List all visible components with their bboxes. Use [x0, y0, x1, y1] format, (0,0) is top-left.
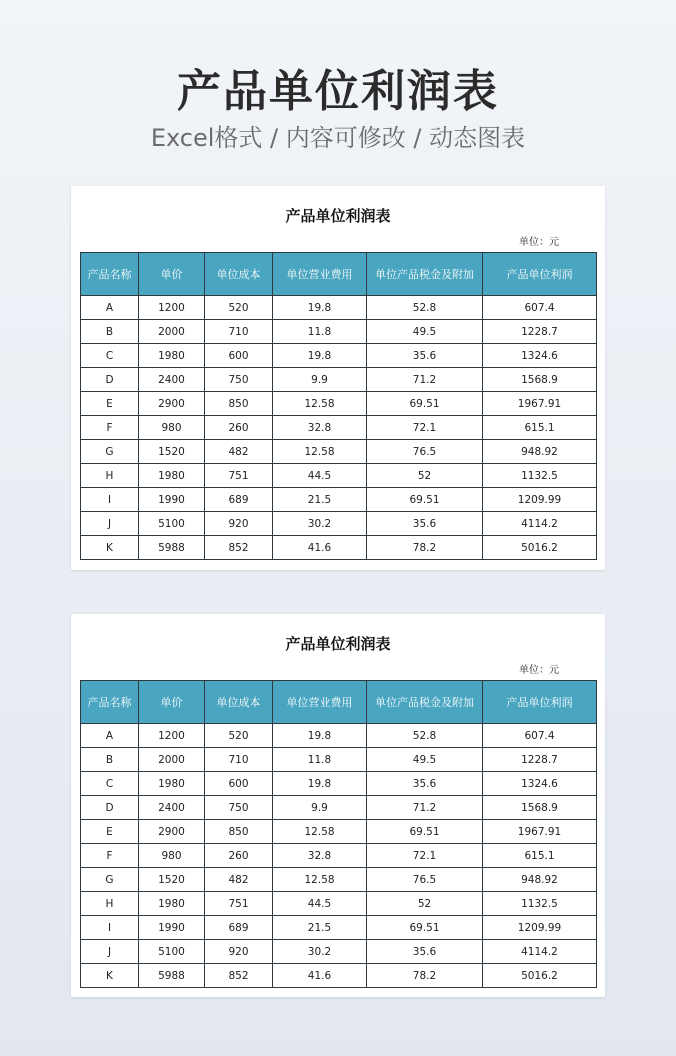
table-cell: 11.8 [273, 320, 367, 344]
table-cell: C [81, 772, 139, 796]
table-row [81, 916, 597, 940]
table-cell: 12.58 [273, 820, 367, 844]
profit-table [80, 252, 597, 560]
table-cell: 35.6 [367, 512, 483, 536]
table-row [81, 724, 597, 748]
column-header: 单位成本 [205, 681, 273, 724]
table-row [81, 772, 597, 796]
column-header: 单价 [139, 253, 205, 296]
table-cell: 520 [205, 724, 273, 748]
table-row [81, 940, 597, 964]
table-cell: 750 [205, 796, 273, 820]
table-row [81, 344, 597, 368]
table-cell: 615.1 [483, 844, 597, 868]
unit-label: 单位：元 [519, 665, 559, 676]
table-row [81, 964, 597, 988]
table-cell: 1967.91 [483, 820, 597, 844]
table-cell: 12.58 [273, 392, 367, 416]
table-cell: 1209.99 [483, 488, 597, 512]
table-cell: 1132.5 [483, 464, 597, 488]
table-cell: 2000 [139, 748, 205, 772]
table-cell: B [81, 320, 139, 344]
table-cell: 69.51 [367, 488, 483, 512]
table-row [81, 368, 597, 392]
table-cell: 980 [139, 844, 205, 868]
column-header: 单位营业费用 [273, 253, 367, 296]
table-cell: 4114.2 [483, 940, 597, 964]
table-cell: 19.8 [273, 772, 367, 796]
table-cell: 948.92 [483, 440, 597, 464]
table-cell: 11.8 [273, 748, 367, 772]
table-cell: 52.8 [367, 296, 483, 320]
table-cell: 2900 [139, 820, 205, 844]
table-cell: 5016.2 [483, 536, 597, 560]
table-cell: E [81, 820, 139, 844]
table-cell: 850 [205, 820, 273, 844]
table-cell: 1980 [139, 892, 205, 916]
table-cell: 1228.7 [483, 320, 597, 344]
table-cell: 850 [205, 392, 273, 416]
table-cell: 5100 [139, 940, 205, 964]
table-cell: 5988 [139, 536, 205, 560]
table-cell: 19.8 [273, 344, 367, 368]
table-cell: 52 [367, 892, 483, 916]
table-cell: 9.9 [273, 368, 367, 392]
table-cell: 1324.6 [483, 344, 597, 368]
table-cell: 1980 [139, 344, 205, 368]
table-cell: 21.5 [273, 488, 367, 512]
table-cell: 1132.5 [483, 892, 597, 916]
table-cell: 5100 [139, 512, 205, 536]
table-cell: 19.8 [273, 296, 367, 320]
table-cell: 607.4 [483, 296, 597, 320]
table-cell: 482 [205, 868, 273, 892]
table-cell: 600 [205, 772, 273, 796]
column-header: 单位成本 [205, 253, 273, 296]
table-row [81, 296, 597, 320]
table-cell: A [81, 724, 139, 748]
table-cell: 1200 [139, 296, 205, 320]
table-cell: 689 [205, 916, 273, 940]
table-cell: G [81, 868, 139, 892]
table-cell: 689 [205, 488, 273, 512]
table-cell: 41.6 [273, 536, 367, 560]
table-cell: K [81, 964, 139, 988]
table-cell: 30.2 [273, 940, 367, 964]
table-cell: 52.8 [367, 724, 483, 748]
table-cell: 615.1 [483, 416, 597, 440]
table-body [81, 296, 597, 560]
table-cell: D [81, 368, 139, 392]
table-cell: I [81, 488, 139, 512]
table-cell: 2400 [139, 368, 205, 392]
table-row [81, 796, 597, 820]
unit-label: 单位：元 [519, 237, 559, 248]
table-cell: 41.6 [273, 964, 367, 988]
table-cell: 1980 [139, 772, 205, 796]
table-cell: 72.1 [367, 844, 483, 868]
table-row [81, 488, 597, 512]
profit-table [80, 680, 597, 988]
table-row [81, 320, 597, 344]
table-cell: 69.51 [367, 820, 483, 844]
table-cell: 12.58 [273, 440, 367, 464]
column-header: 产品单位利润 [483, 253, 597, 296]
column-header: 单位产品税金及附加 [367, 681, 483, 724]
column-header: 产品单位利润 [483, 681, 597, 724]
table-cell: 1990 [139, 488, 205, 512]
table-cell: 52 [367, 464, 483, 488]
column-header: 产品名称 [81, 253, 139, 296]
table-cell: 44.5 [273, 464, 367, 488]
table-cell: 1520 [139, 868, 205, 892]
table-cell: 1980 [139, 464, 205, 488]
column-header: 产品名称 [81, 681, 139, 724]
table-row [81, 868, 597, 892]
page-title: 产品单位利润表 [177, 66, 499, 117]
table-cell: 1568.9 [483, 796, 597, 820]
table-cell: 2000 [139, 320, 205, 344]
table-cell: 607.4 [483, 724, 597, 748]
table-body [81, 724, 597, 988]
table-cell: 1324.6 [483, 772, 597, 796]
table-cell: 948.92 [483, 868, 597, 892]
table-row [81, 416, 597, 440]
table-cell: J [81, 940, 139, 964]
table-cell: 2900 [139, 392, 205, 416]
table-cell: 1209.99 [483, 916, 597, 940]
table-cell: 78.2 [367, 964, 483, 988]
table-cell: A [81, 296, 139, 320]
table-row [81, 820, 597, 844]
table-cell: 751 [205, 464, 273, 488]
table-cell: H [81, 464, 139, 488]
table-cell: 49.5 [367, 748, 483, 772]
table-cell: C [81, 344, 139, 368]
table-cell: 520 [205, 296, 273, 320]
table-cell: 920 [205, 940, 273, 964]
table-cell: 30.2 [273, 512, 367, 536]
table-cell: 35.6 [367, 344, 483, 368]
table-cell: G [81, 440, 139, 464]
table-cell: 69.51 [367, 392, 483, 416]
table-cell: 852 [205, 964, 273, 988]
table-cell: F [81, 416, 139, 440]
column-header: 单位营业费用 [273, 681, 367, 724]
table-cell: 710 [205, 748, 273, 772]
table-row [81, 748, 597, 772]
table-cell: 69.51 [367, 916, 483, 940]
table-cell: 32.8 [273, 844, 367, 868]
table-cell: 920 [205, 512, 273, 536]
table-row [81, 844, 597, 868]
table-cell: 1967.91 [483, 392, 597, 416]
table-cell: 9.9 [273, 796, 367, 820]
table-cell: 482 [205, 440, 273, 464]
table-cell: 1520 [139, 440, 205, 464]
table-row [81, 892, 597, 916]
table-cell: 1568.9 [483, 368, 597, 392]
table-cell: 600 [205, 344, 273, 368]
sheet-title: 产品单位利润表 [285, 635, 391, 653]
table-cell: 49.5 [367, 320, 483, 344]
table-cell: 35.6 [367, 772, 483, 796]
table-row [81, 536, 597, 560]
table-cell: 260 [205, 844, 273, 868]
table-cell: 710 [205, 320, 273, 344]
table-header-row [81, 681, 597, 724]
table-cell: H [81, 892, 139, 916]
table-row [81, 464, 597, 488]
sheet-card [71, 614, 605, 997]
table-cell: E [81, 392, 139, 416]
page-subtitle: Excel格式 / 内容可修改 / 动态图表 [150, 124, 526, 152]
table-cell: 12.58 [273, 868, 367, 892]
table-row [81, 392, 597, 416]
table-cell: 71.2 [367, 796, 483, 820]
table-cell: 19.8 [273, 724, 367, 748]
table-cell: 44.5 [273, 892, 367, 916]
table-cell: 5016.2 [483, 964, 597, 988]
table-cell: 21.5 [273, 916, 367, 940]
table-cell: J [81, 512, 139, 536]
table-cell: 1200 [139, 724, 205, 748]
table-cell: 76.5 [367, 440, 483, 464]
table-cell: F [81, 844, 139, 868]
table-cell: K [81, 536, 139, 560]
table-cell: 32.8 [273, 416, 367, 440]
sheet-title: 产品单位利润表 [285, 207, 391, 225]
table-cell: 4114.2 [483, 512, 597, 536]
table-cell: 71.2 [367, 368, 483, 392]
table-cell: 35.6 [367, 940, 483, 964]
table-cell: 751 [205, 892, 273, 916]
table-header-row [81, 253, 597, 296]
table-row [81, 512, 597, 536]
table-cell: 72.1 [367, 416, 483, 440]
table-cell: 750 [205, 368, 273, 392]
table-cell: I [81, 916, 139, 940]
table-cell: 980 [139, 416, 205, 440]
table-cell: 2400 [139, 796, 205, 820]
table-cell: 852 [205, 536, 273, 560]
table-cell: 78.2 [367, 536, 483, 560]
table-cell: 1990 [139, 916, 205, 940]
column-header: 单位产品税金及附加 [367, 253, 483, 296]
table-cell: 5988 [139, 964, 205, 988]
table-cell: 1228.7 [483, 748, 597, 772]
table-row [81, 440, 597, 464]
table-cell: 76.5 [367, 868, 483, 892]
table-cell: B [81, 748, 139, 772]
sheet-card [71, 186, 605, 570]
column-header: 单价 [139, 681, 205, 724]
table-cell: 260 [205, 416, 273, 440]
table-cell: D [81, 796, 139, 820]
